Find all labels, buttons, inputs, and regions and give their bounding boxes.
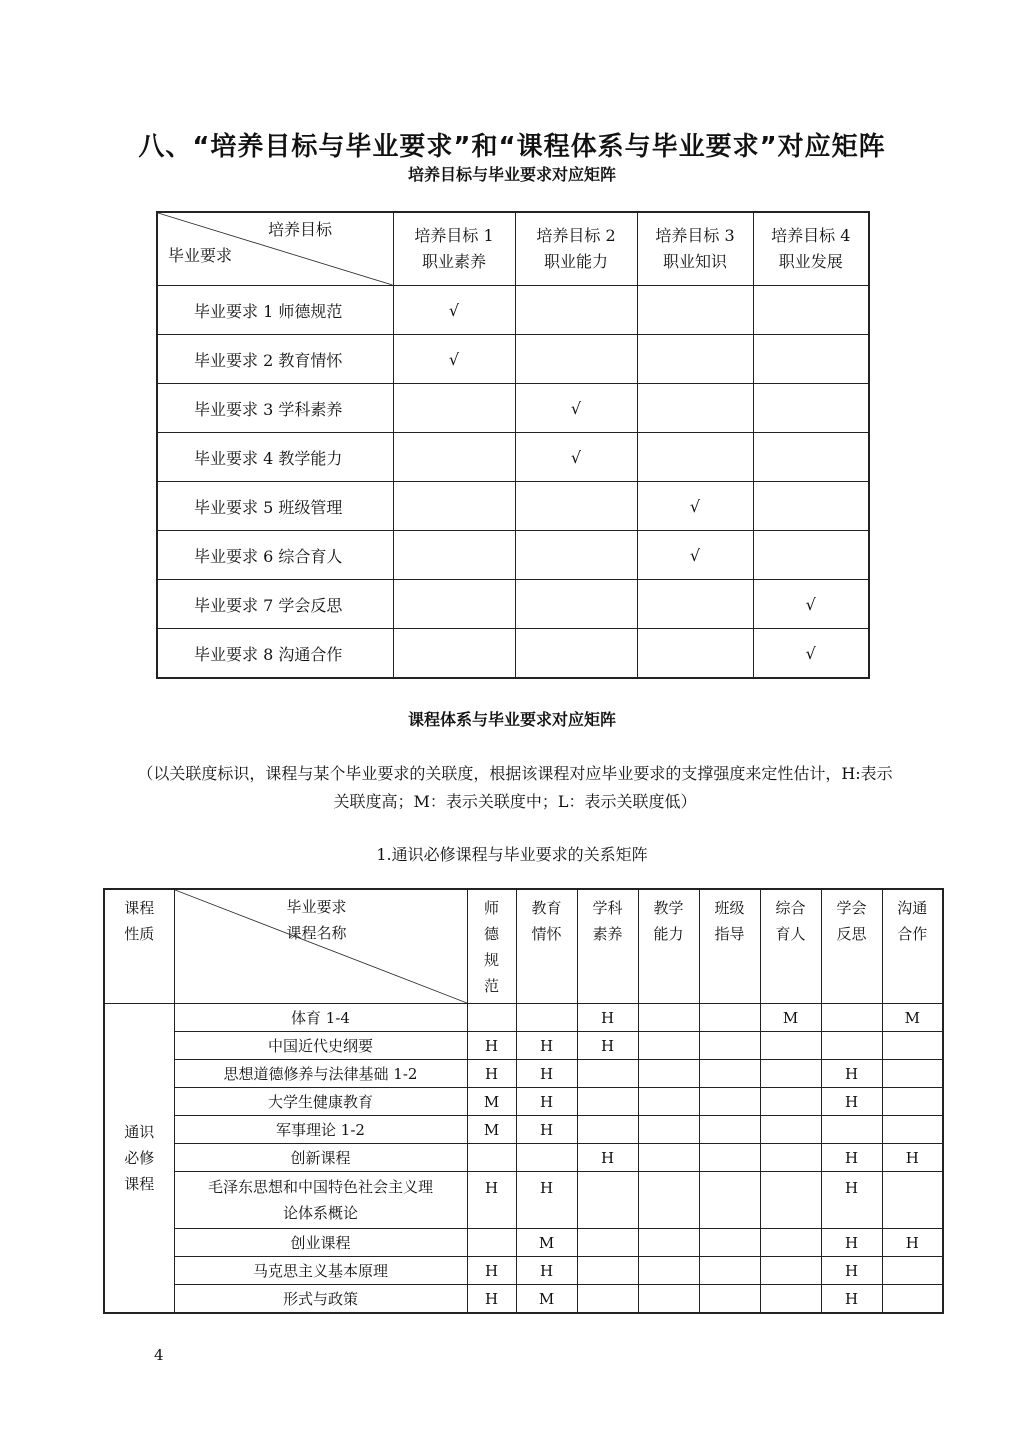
goal-number: 培养目标 4	[771, 226, 851, 245]
matrix1-corner-top: 培养目标	[268, 220, 333, 239]
relevance-cell	[699, 1144, 760, 1172]
check-cell	[637, 629, 753, 679]
course-name-line: 创业课程	[290, 1234, 351, 1252]
relevance-cell	[821, 1116, 882, 1144]
relevance-cell	[760, 1257, 821, 1285]
relevance-cell: H	[516, 1257, 577, 1285]
check-cell	[637, 580, 753, 629]
relevance-cell	[577, 1088, 638, 1116]
course-name-line: 体育 1-4	[291, 1009, 350, 1027]
requirement-header-text: 合作	[897, 925, 928, 943]
course-category-text: 课程	[124, 1175, 155, 1193]
course-name-line: 毛泽东思想和中国特色社会主义理	[207, 1178, 433, 1196]
table-row	[157, 580, 869, 629]
check-cell: √	[637, 482, 753, 531]
relevance-cell: H	[821, 1172, 882, 1229]
matrix2-subtitle: 课程体系与毕业要求对应矩阵	[407, 710, 616, 729]
goal-number: 培养目标 1	[414, 226, 494, 245]
relevance-cell: H	[577, 1144, 638, 1172]
relevance-cell	[699, 1257, 760, 1285]
relevance-cell: M	[516, 1285, 577, 1314]
goal-header-3	[637, 212, 753, 286]
page-title: 八、“培养目标与毕业要求”和“课程体系与毕业要求”对应矩阵	[138, 132, 886, 162]
relevance-cell	[577, 1285, 638, 1314]
relevance-cell: H	[577, 1032, 638, 1060]
requirement-label: 毕业要求 3 学科素养	[157, 384, 393, 433]
relevance-cell	[699, 1229, 760, 1257]
check-cell: √	[393, 335, 515, 384]
relevance-cell	[882, 1060, 943, 1088]
check-cell	[393, 433, 515, 482]
relevance-cell	[638, 1285, 699, 1314]
check-cell	[393, 531, 515, 580]
relevance-cell: H	[577, 1004, 638, 1032]
matrix1-corner-cell	[157, 212, 393, 286]
requirement-header-text: 师	[483, 899, 499, 917]
relevance-cell	[760, 1229, 821, 1257]
course-name	[174, 1229, 467, 1257]
relevance-cell: H	[467, 1257, 516, 1285]
check-cell	[637, 286, 753, 335]
check-cell	[515, 335, 637, 384]
relevance-cell	[699, 1116, 760, 1144]
requirement-header-text: 范	[483, 977, 499, 995]
page-number: 4	[154, 1346, 164, 1364]
relevance-cell	[638, 1257, 699, 1285]
matrix2-header-row	[104, 889, 943, 1004]
check-cell	[393, 580, 515, 629]
table-row	[104, 1116, 943, 1144]
goal-number: 培养目标 2	[536, 226, 616, 245]
course-name	[174, 1116, 467, 1144]
goal-name: 职业发展	[778, 252, 843, 271]
requirement-header-text: 教学	[653, 899, 684, 917]
relevance-cell	[821, 1004, 882, 1032]
relevance-cell: M	[760, 1004, 821, 1032]
relevance-cell	[882, 1172, 943, 1229]
goal-name: 职业素养	[421, 252, 486, 271]
relevance-cell: H	[821, 1060, 882, 1088]
requirement-header-text: 沟通	[897, 899, 928, 917]
table-row	[157, 482, 869, 531]
relevance-cell	[760, 1116, 821, 1144]
course-name-line: 军事理论 1-2	[276, 1121, 365, 1139]
relevance-cell	[516, 1004, 577, 1032]
check-cell	[637, 384, 753, 433]
relevance-cell: H	[821, 1285, 882, 1314]
relevance-cell: H	[467, 1060, 516, 1088]
table-row	[104, 1144, 943, 1172]
relevance-cell: H	[516, 1088, 577, 1116]
requirement-header-text: 反思	[836, 925, 867, 943]
relevance-cell: H	[516, 1172, 577, 1229]
requirement-header-text: 学会	[836, 899, 867, 917]
relevance-cell	[577, 1172, 638, 1229]
table-row	[157, 629, 869, 679]
requirement-label: 毕业要求 8 沟通合作	[157, 629, 393, 679]
relevance-cell	[882, 1285, 943, 1314]
course-nature-header	[104, 889, 174, 1004]
relevance-cell: H	[882, 1229, 943, 1257]
relevance-cell: M	[467, 1088, 516, 1116]
check-cell	[393, 482, 515, 531]
relevance-cell	[699, 1060, 760, 1088]
requirement-header-2	[516, 889, 577, 1004]
course-name-line: 大学生健康教育	[267, 1093, 373, 1111]
relevance-cell: H	[467, 1285, 516, 1314]
course-name-line: 形式与政策	[282, 1290, 358, 1308]
course-name-line: 思想道德修养与法律基础 1-2	[223, 1065, 418, 1083]
table-row	[157, 286, 869, 335]
relevance-cell	[760, 1172, 821, 1229]
relevance-cell	[638, 1172, 699, 1229]
goal-number: 培养目标 3	[655, 226, 735, 245]
course-name	[174, 1144, 467, 1172]
goals-requirements-matrix	[156, 211, 870, 679]
course-category	[104, 1004, 174, 1314]
goal-name: 职业知识	[662, 252, 727, 271]
check-cell	[753, 531, 869, 580]
requirement-header-3	[577, 889, 638, 1004]
check-cell	[637, 433, 753, 482]
requirement-header-text: 学科	[592, 899, 623, 917]
relevance-cell: H	[467, 1032, 516, 1060]
course-name-line: 中国近代史纲要	[267, 1037, 373, 1055]
table-row	[104, 1060, 943, 1088]
requirement-label: 毕业要求 4 教学能力	[157, 433, 393, 482]
check-cell: √	[753, 580, 869, 629]
requirement-header-text: 规	[483, 951, 499, 969]
requirement-header-text: 德	[483, 925, 499, 943]
check-cell: √	[753, 629, 869, 679]
relevance-cell	[467, 1229, 516, 1257]
table-row	[104, 1004, 943, 1032]
course-name-line: 创新课程	[290, 1149, 351, 1167]
relevance-cell	[821, 1032, 882, 1060]
relevance-cell	[577, 1257, 638, 1285]
matrix2-table-caption: 1.通识必修课程与毕业要求的关系矩阵	[376, 845, 648, 864]
table-row	[104, 1032, 943, 1060]
goal-header-2	[515, 212, 637, 286]
requirement-header-text: 教育	[531, 899, 562, 917]
courses-requirements-matrix	[103, 888, 944, 1314]
relevance-cell	[638, 1144, 699, 1172]
requirement-header-1	[467, 889, 516, 1004]
relevance-cell	[638, 1088, 699, 1116]
relevance-cell	[577, 1060, 638, 1088]
relevance-cell	[516, 1144, 577, 1172]
requirement-label: 毕业要求 5 班级管理	[157, 482, 393, 531]
relevance-cell	[699, 1032, 760, 1060]
relevance-cell	[882, 1116, 943, 1144]
requirement-header-text: 指导	[714, 925, 745, 943]
relevance-cell	[882, 1088, 943, 1116]
check-cell: √	[393, 286, 515, 335]
relevance-cell	[882, 1032, 943, 1060]
relevance-note: （以关联度标识，课程与某个毕业要求的关联度，根据该课程对应毕业要求的支撑强度来定性估计，H:表示关联度高；M：表示关联度中；L：表示关联度低）	[137, 764, 893, 811]
relevance-cell: H	[821, 1088, 882, 1116]
goal-header-4	[753, 212, 869, 286]
goal-name: 职业能力	[543, 252, 608, 271]
course-name	[174, 1032, 467, 1060]
matrix1-subtitle: 培养目标与毕业要求对应矩阵	[407, 165, 616, 184]
course-nature-text: 性质	[124, 925, 155, 943]
table-row	[104, 1088, 943, 1116]
check-cell	[753, 433, 869, 482]
relevance-cell: H	[821, 1257, 882, 1285]
requirement-header-6	[760, 889, 821, 1004]
course-name	[174, 1285, 467, 1314]
table-row	[157, 433, 869, 482]
relevance-cell	[760, 1285, 821, 1314]
requirement-header-7	[821, 889, 882, 1004]
relevance-cell	[467, 1144, 516, 1172]
course-name	[174, 1004, 467, 1032]
requirement-header-text: 班级	[714, 899, 745, 917]
table-row	[104, 1172, 943, 1229]
check-cell	[515, 482, 637, 531]
relevance-cell	[467, 1004, 516, 1032]
relevance-cell: M	[882, 1004, 943, 1032]
check-cell: √	[515, 384, 637, 433]
relevance-cell	[638, 1004, 699, 1032]
relevance-cell	[577, 1116, 638, 1144]
requirement-header-text: 素养	[592, 925, 623, 943]
course-category-text: 通识	[124, 1123, 155, 1141]
matrix2-corner-top: 毕业要求	[286, 898, 347, 916]
requirement-label: 毕业要求 2 教育情怀	[157, 335, 393, 384]
relevance-cell: H	[821, 1144, 882, 1172]
table-row	[157, 531, 869, 580]
check-cell	[515, 286, 637, 335]
check-cell: √	[515, 433, 637, 482]
relevance-cell	[577, 1229, 638, 1257]
relevance-cell	[882, 1257, 943, 1285]
relevance-cell: H	[516, 1032, 577, 1060]
requirement-label: 毕业要求 7 学会反思	[157, 580, 393, 629]
requirement-header-text: 能力	[653, 925, 684, 943]
relevance-cell	[699, 1088, 760, 1116]
check-cell: √	[637, 531, 753, 580]
relevance-cell	[699, 1285, 760, 1314]
requirement-header-text: 情怀	[531, 925, 562, 943]
relevance-cell	[760, 1032, 821, 1060]
requirement-header-5	[699, 889, 760, 1004]
relevance-cell: H	[467, 1172, 516, 1229]
requirement-header-text: 育人	[775, 925, 806, 943]
relevance-cell	[760, 1060, 821, 1088]
relevance-cell: H	[882, 1144, 943, 1172]
course-name-line: 马克思主义基本原理	[252, 1262, 388, 1280]
relevance-cell	[638, 1116, 699, 1144]
requirement-header-text: 综合	[775, 899, 806, 917]
check-cell	[515, 531, 637, 580]
course-name	[174, 1257, 467, 1285]
relevance-cell: M	[516, 1229, 577, 1257]
relevance-cell: M	[467, 1116, 516, 1144]
matrix2-corner-bottom: 课程名称	[286, 924, 347, 942]
check-cell	[393, 384, 515, 433]
check-cell	[637, 335, 753, 384]
relevance-cell	[699, 1172, 760, 1229]
course-category-text: 必修	[124, 1149, 155, 1167]
goal-header-1	[393, 212, 515, 286]
relevance-cell	[638, 1229, 699, 1257]
relevance-cell	[760, 1144, 821, 1172]
check-cell	[515, 629, 637, 679]
relevance-cell	[699, 1004, 760, 1032]
check-cell	[753, 286, 869, 335]
table-row	[104, 1257, 943, 1285]
matrix1-corner-bottom: 毕业要求	[168, 246, 233, 265]
relevance-cell	[760, 1088, 821, 1116]
matrix2-corner-cell	[174, 889, 467, 1004]
table-row	[157, 335, 869, 384]
course-name	[174, 1088, 467, 1116]
requirement-label: 毕业要求 6 综合育人	[157, 531, 393, 580]
table-row	[104, 1285, 943, 1314]
course-name-line: 论体系概论	[282, 1204, 358, 1222]
check-cell	[515, 580, 637, 629]
matrix1-header-row	[157, 212, 869, 286]
relevance-cell: H	[516, 1116, 577, 1144]
check-cell	[393, 629, 515, 679]
course-name	[174, 1172, 467, 1229]
requirement-label: 毕业要求 1 师德规范	[157, 286, 393, 335]
check-cell	[753, 335, 869, 384]
course-nature-text: 课程	[124, 899, 155, 917]
relevance-cell	[638, 1032, 699, 1060]
check-cell	[753, 384, 869, 433]
check-cell	[753, 482, 869, 531]
requirement-header-4	[638, 889, 699, 1004]
relevance-cell: H	[516, 1060, 577, 1088]
course-name	[174, 1060, 467, 1088]
requirement-header-8	[882, 889, 943, 1004]
relevance-cell	[638, 1060, 699, 1088]
relevance-cell: H	[821, 1229, 882, 1257]
table-row	[104, 1229, 943, 1257]
table-row	[157, 384, 869, 433]
